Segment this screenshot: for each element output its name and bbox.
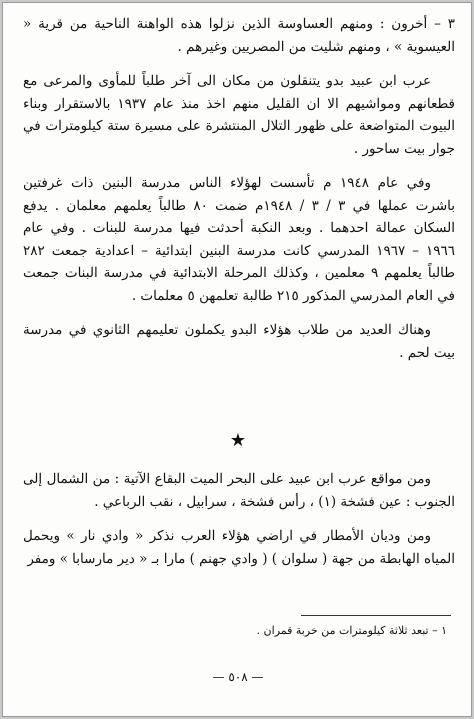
- paragraph-arab-ibn-ubaid: عرب ابن عبيد بدو يتنقلون من مكان الى آخر طلباً للمأوى والمرعى مع قطعانهم ومواشيهم الا ان القليل منهم اخذ منذ عام ١٩٣٧ بالاستقرار وبناء البيوت المتواضعة على ظهور التلال المنتشرة على مسيرة ستة كيلومترات في جوار بيت ساحور .: [23, 73, 455, 157]
- main-text-block: [23, 13, 455, 364]
- paragraph-secondary-students: وهناك العديد من طلاب هؤلاء البدو يكملون تعليمهم الثانوي في مدرسة بيت لحم .: [23, 322, 455, 361]
- footnote-divider: [301, 615, 451, 616]
- lower-text-block: [23, 468, 455, 570]
- paragraph-wadis: ومن وديان الأمطار في اراضي هؤلاء العرب نذكر « وادي نار » ويحمل المياه الهابطة من جهة ( سلوان ) ( وادي جهنم ) مارا بـ « دير مارسابا » ومفر: [23, 528, 455, 567]
- section-separator-star-icon: ★: [229, 430, 247, 451]
- book-page: [2, 2, 472, 717]
- paragraph-schools: وفي عام ١٩٤٨ م تأسست لهؤلاء الناس مدرسة البنين ذات غرفتين باشرت عملها في ٣ / ٣ / ١٩٤٨م ضمت ٨٠ طالباً يعلمهم معلمان . يدفع السكان عمالة احدهما . وبعد النكبة أحدثت فيها مدرسة للبنات . وفي عام ١٩٦٦ – ١٩٦٧ المدرسي كانت مدرسة البنين ابتدائية – اعدادية جمعت ٢٨٢ طالباً يعلمهم ٩ معلمين ، وكذلك المرحلة الابتدائية في مدرسة البنات جمعت في العام المدرسي المذكور ٢١٥ طالبة تعلمهن ٥ معلمات .: [23, 175, 456, 304]
- paragraph-dead-sea-sites: ومن مواقع عرب ابن عبيد على البحر الميت البقاع الآتية : من الشمال إلى الجنوب : عين فشخة (١) ، رأس فشخة ، سرابيل ، نقب الرباعي .: [23, 471, 455, 510]
- page-number: — ٥٠٨ —: [212, 670, 264, 684]
- paragraph-others: ٣ – أخرون : ومنهم العساوسة الذين نزلوا هذه الواهنة الناحية من قرية « العيسوية » ، ومنهم شليت من المصريين وغيرهم .: [23, 16, 455, 55]
- footnote: ١ – تبعد ثلاثة كيلومترات من خربة قمران .: [256, 624, 447, 637]
